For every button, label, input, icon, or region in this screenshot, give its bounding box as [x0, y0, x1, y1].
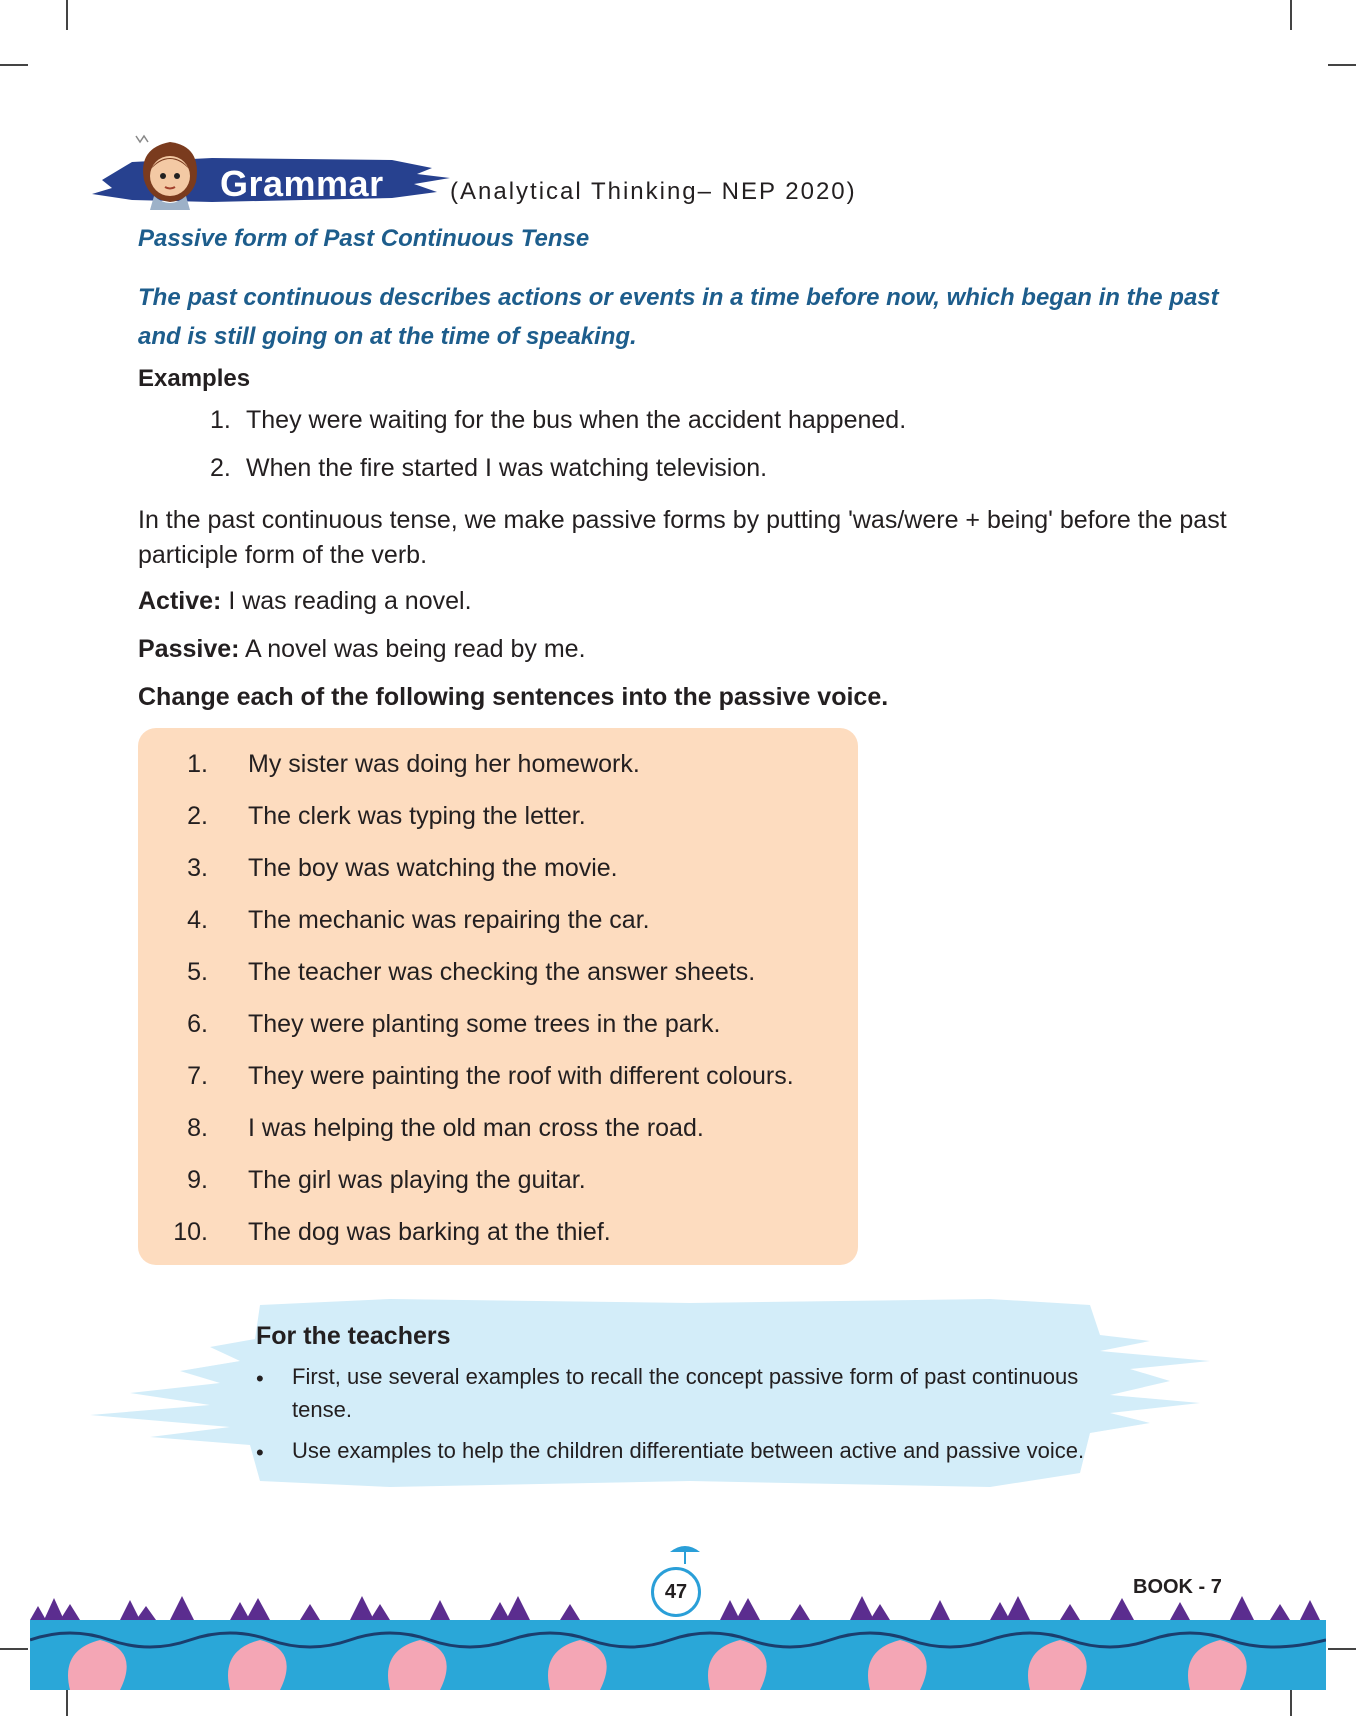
rule-text: In the past continuous tense, we make passive forms by putting 'was/were + being' before the past participle form of the verb.: [138, 506, 1227, 569]
teacher-note-bullet: Use examples to help the children differentiate between active and passive voice.: [292, 1438, 1085, 1463]
example-number: 1.: [210, 406, 231, 434]
exercise-text: They were painting the roof with different colours.: [248, 1062, 794, 1090]
crop-mark: [0, 64, 28, 66]
exercise-text: The mechanic was repairing the car.: [248, 906, 650, 934]
topic-heading: Passive form of Past Continuous Tense: [138, 225, 590, 252]
crop-mark: [1290, 0, 1292, 30]
exercise-text: They were planting some trees in the park.: [248, 1010, 721, 1038]
passive-label: Passive:: [138, 635, 240, 663]
girl-mascot-icon: [130, 130, 210, 210]
exercise-text: The dog was barking at the thief.: [248, 1218, 611, 1246]
exercise-text: My sister was doing her homework.: [248, 750, 640, 778]
exercise-number: 3.: [187, 854, 208, 882]
exercise-number: 4.: [187, 906, 208, 934]
passive-text: A novel was being read by me.: [239, 635, 586, 663]
exercise-text: The boy was watching the movie.: [248, 854, 618, 882]
passive-example: [138, 635, 586, 664]
exercise-number: 7.: [187, 1062, 208, 1090]
exercise-text: The clerk was typing the letter.: [248, 802, 586, 830]
exercise-box: [138, 728, 858, 1265]
crop-mark: [1328, 64, 1356, 66]
example-item: [210, 454, 767, 483]
exercise-number: 10.: [173, 1218, 208, 1246]
teacher-note-heading: For the teachers: [256, 1322, 451, 1350]
exercise-text: I was helping the old man cross the road.: [248, 1114, 704, 1142]
section-subtitle: (Analytical Thinking– NEP 2020): [450, 178, 857, 205]
exercise-number: 6.: [187, 1010, 208, 1038]
book-label: BOOK - 7: [1133, 1576, 1222, 1598]
exercise-text: The teacher was checking the answer sheets.: [248, 958, 756, 986]
active-text: I was reading a novel.: [221, 587, 472, 615]
teacher-note-bullet: First, use several examples to recall the concept passive form of past continuous tense.: [292, 1364, 1079, 1422]
example-number: 2.: [210, 454, 231, 482]
exercise-number: 9.: [187, 1166, 208, 1194]
example-text: They were waiting for the bus when the accident happened.: [246, 406, 907, 434]
bullet-icon: •: [256, 1366, 264, 1391]
exercise-text: The girl was playing the guitar.: [248, 1166, 586, 1194]
exercise-number: 8.: [187, 1114, 208, 1142]
active-label: Active:: [138, 587, 222, 615]
crop-mark: [66, 1686, 68, 1716]
exercise-number: 2.: [187, 802, 208, 830]
exercise-instruction: Change each of the following sentences into the passive voice.: [138, 683, 889, 711]
example-text: When the fire started I was watching television.: [246, 454, 768, 482]
exercise-number: 5.: [187, 958, 208, 986]
example-item: [210, 406, 906, 435]
active-example: [138, 587, 472, 616]
definition-text: The past continuous describes actions or events in a time before now, which began in the past and is still going on at the time of speaking.: [138, 284, 1219, 350]
bullet-icon: •: [256, 1440, 264, 1465]
examples-heading: Examples: [138, 365, 251, 392]
page-number-badge: 47: [651, 1567, 701, 1617]
exercise-number: 1.: [187, 750, 208, 778]
crop-mark: [1290, 1686, 1292, 1716]
crop-mark: [1328, 1648, 1356, 1650]
section-title: Grammar: [220, 163, 384, 204]
crop-mark: [66, 0, 68, 30]
crop-mark: [0, 1648, 28, 1650]
